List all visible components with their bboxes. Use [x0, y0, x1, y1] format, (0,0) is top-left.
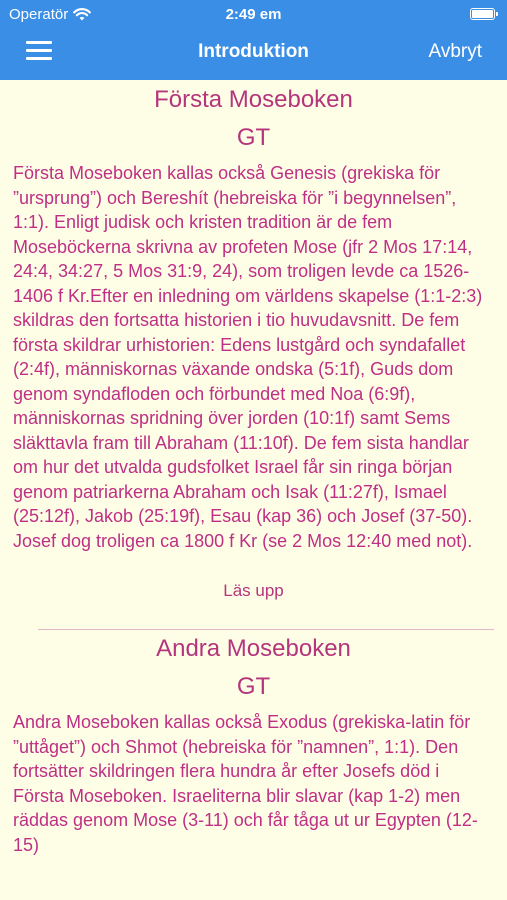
book-section	[0, 630, 507, 857]
page-title: Introduktion	[198, 41, 309, 62]
status-bar	[0, 0, 507, 28]
battery-icon	[470, 8, 495, 20]
cancel-button[interactable]: Avbryt	[428, 41, 482, 62]
testament-label: GT	[236, 124, 271, 151]
read-aloud-button[interactable]: Läs upp	[223, 581, 284, 600]
testament-label: GT	[236, 673, 271, 700]
book-intro-text: Andra Moseboken kallas också Exodus (grekiska-latin för ”uttåget”) och Shmot (hebreiska för ”namnen”, 1:1). Den fortsätter skildringen flera hundra år efter Josefs död i Första Moseboken. Israeliterna blir slavar (kap 1-2) men räddas genom Mose (3-11) och får tåga ut ur Egypten (12-15)	[13, 712, 478, 855]
book-title: Andra Moseboken	[156, 635, 351, 662]
navigation-header	[0, 0, 507, 80]
clock: 2:49 em	[225, 6, 282, 23]
book-title: Första Moseboken	[154, 86, 353, 113]
introduction-scroll-view[interactable]	[0, 80, 507, 900]
book-section	[0, 80, 507, 601]
book-intro-text: Första Moseboken kallas också Genesis (grekiska för ”ursprung”) och Bereshít (hebreiska för ”i begynnelsen”, 1:1). Enligt judisk och kristen tradition är de fem Moseböckerna skrivna av profeten Mose (jfr 2 Mos 17:14, 24:4, 34:27, 5 Mos 31:9, 24), som troligen levde ca 1526-1406 f Kr.Efter en inledning om världens skapelse (1:1-2:3) skildras den fortsatta historien i tio huvudavsnitt. De fem första skildrar urhistorien: Edens lustgård och syndafallet (2:4f), människornas växande ondska (5:1f), Guds dom genom syndafloden och förbundet med Noa (6:9f), människornas spridning över jorden (10:1f) samt Sems släkttavla fram till Abraham (11:10f). De fem sista handlar om hur det utvalda gudsfolket Israel får sin ringa början genom patriarkerna Abraham och Isak (11:27f), Ismael (25:12f), Jakob (25:19f), Esau (kap 36) och Josef (37-50). Josef dog troligen ca 1800 f Kr (se 2 Mos 12:40 med not).	[13, 163, 483, 551]
carrier-label: Operatör	[9, 6, 69, 23]
